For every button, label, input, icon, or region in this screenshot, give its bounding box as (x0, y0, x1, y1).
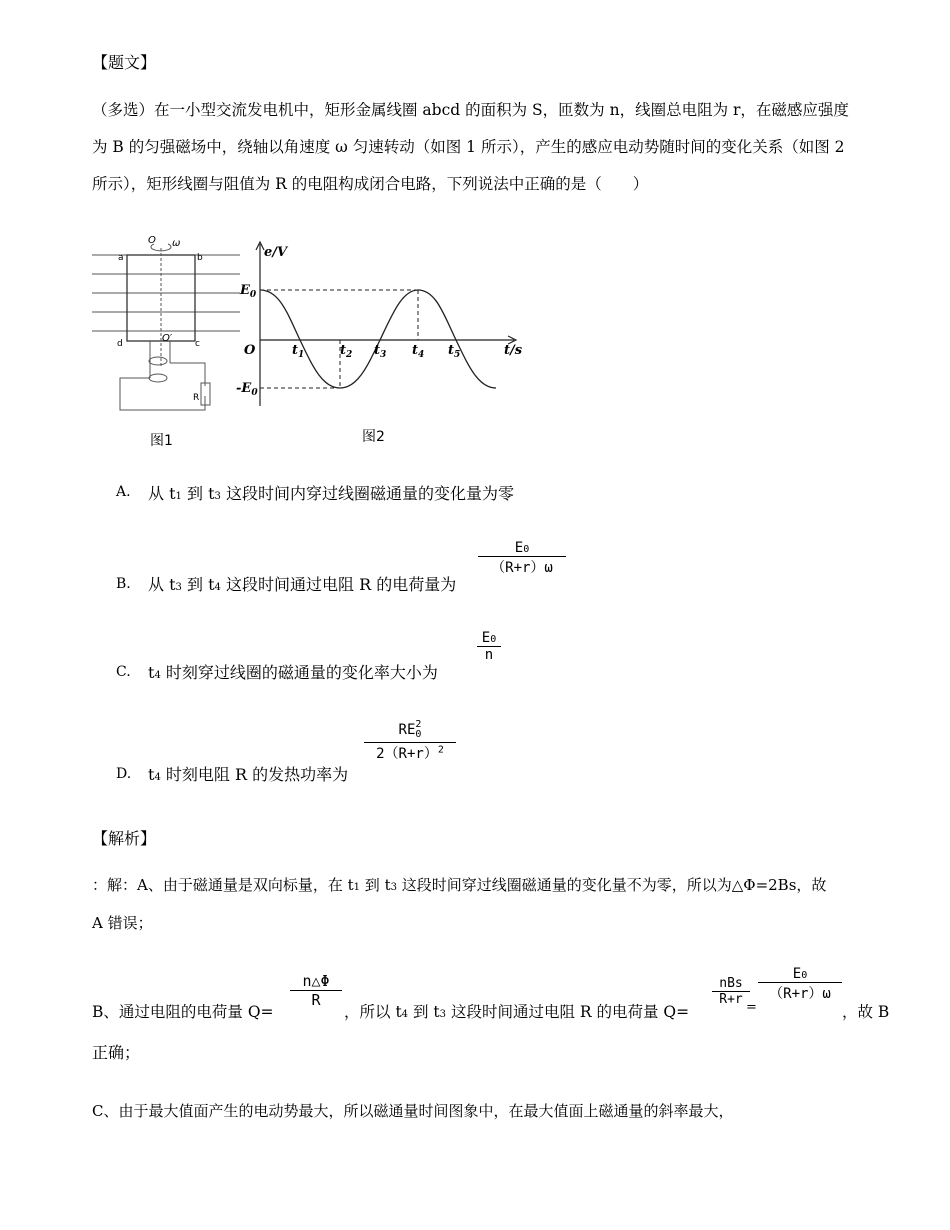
solution-b-frac2-den: R+r (719, 992, 743, 1007)
solution-a-part: ：解：A、由于磁通量是双向标量，在 (92, 876, 348, 894)
option-c-num-sub: 0 (490, 634, 497, 645)
solution-a-sub1: 1 (353, 882, 361, 893)
option-a-label: A. (116, 484, 131, 500)
option-c-den: n (484, 647, 494, 663)
omega-label: ω (172, 238, 181, 249)
option-d-den-sup: 2 (437, 744, 444, 756)
neg-e0-label: -E (236, 381, 252, 396)
solution-b-text2 (344, 1000, 689, 1022)
solution-b-t: t (433, 1003, 440, 1021)
option-a-part: 到 (181, 484, 209, 503)
option-b-fraction (478, 540, 566, 577)
e0-sub: 0 (249, 290, 257, 300)
option-b-den: （R+r）ω (491, 560, 553, 576)
option-b-part: 从 (148, 575, 170, 594)
neg-e0-sub: 0 (251, 388, 258, 398)
solution-b-frac1-num: n△Φ (302, 972, 330, 990)
solution-b-frac2-num: nBs (719, 976, 743, 991)
resistor-label: R (193, 393, 200, 403)
solution-a-t: t (347, 876, 354, 894)
option-d-label: D. (116, 766, 132, 782)
solution-b-text1: B、通过电阻的电荷量 Q= (92, 1003, 274, 1021)
option-a-sub1: 1 (175, 491, 182, 502)
question-line-3: 所示），矩形线圈与阻值为 R 的电阻构成闭合电路，下列说法中正确的是（ ） (92, 175, 649, 193)
solution-b-text4: 正确； (92, 1043, 141, 1062)
option-b-part: 这段时间通过电阻 R 的电荷量为 (220, 575, 457, 594)
option-d-num: RE (398, 722, 416, 738)
svg-text:E0 (239, 283, 257, 300)
option-a-t: t (208, 484, 215, 503)
t2-label: t (340, 343, 347, 358)
solution-b-frac3-num: E (792, 966, 802, 982)
option-c-label: C. (116, 664, 131, 680)
option-b-sub1: 3 (175, 582, 182, 593)
figure-1-diagram (90, 228, 240, 418)
svg-text:t4 (412, 343, 424, 360)
t4-sub: 4 (418, 350, 425, 360)
svg-text:t2 (340, 343, 352, 360)
option-a-part: 这段时间内穿过线圈磁通量的变化量为零 (220, 484, 514, 503)
option-d-num-sup: 2 (415, 719, 422, 730)
figure-2-caption: 图2 (362, 429, 385, 445)
option-d-fraction (364, 720, 456, 763)
solution-a-t: t (384, 876, 391, 894)
solution-b-part: 这段时间通过电阻 R 的电荷量 Q= (446, 1003, 690, 1021)
option-b-part: 到 (181, 575, 209, 594)
solution-a-sub2: 3 (390, 882, 397, 893)
corner-a: a (118, 253, 124, 263)
t4-label: t (412, 343, 419, 358)
question-line-1: （多选）在一小型交流发电机中，矩形金属线圈 abcd 的面积为 S，匝数为 n，线圈总电阻为 r，在磁感应强度 (92, 101, 849, 119)
option-c-part: 时刻穿过线圈的磁通量的变化率大小为 (160, 663, 438, 682)
solution-b-fraction1 (290, 972, 342, 1009)
option-d-part: 时刻电阻 R 的发热功率为 (160, 765, 349, 784)
solution-b-t: t (395, 1003, 402, 1021)
t5-sub: 5 (454, 350, 461, 360)
option-c-sub1: 4 (154, 670, 161, 681)
option-a-part: 从 (148, 484, 170, 503)
y-axis-label: e/V (264, 245, 288, 260)
option-b-num-sub: 0 (523, 544, 530, 555)
svg-text:t3 (374, 343, 386, 360)
solution-b-sub2: 3 (439, 1009, 447, 1020)
circuit-wire (170, 363, 205, 386)
option-b-sub2: 4 (214, 582, 221, 593)
option-b-num: E (514, 540, 524, 556)
option-d-num-sub: 0 (415, 729, 422, 740)
solution-c-text: C、由于最大值面产生的电动势最大，所以磁通量时间图象中，在最大值面上磁通量的斜率最大， (92, 1102, 734, 1120)
solution-b-frac3-sub: 0 (801, 970, 808, 981)
option-a-text[interactable] (148, 481, 514, 504)
option-b-text[interactable] (148, 572, 456, 595)
solution-b-fraction2 (712, 976, 750, 1007)
e0-label: E (240, 283, 250, 298)
option-d-den: 2（R+r） (376, 746, 438, 762)
t3-sub: 3 (380, 350, 387, 360)
option-c-text[interactable] (148, 660, 438, 683)
option-c-fraction (477, 630, 501, 663)
option-d-sub1: 4 (154, 772, 161, 783)
axis-label-o-prime: O′ (162, 333, 173, 344)
question-heading: 【题文】 (92, 53, 157, 72)
solution-b-fraction3 (758, 966, 842, 1003)
figure-1-caption: 图1 (150, 433, 173, 449)
svg-text:-E0 (236, 381, 258, 398)
option-c-t: t (148, 663, 155, 682)
corner-b: b (197, 253, 203, 263)
option-c-num: E (481, 630, 491, 646)
x-axis-label: t/s (504, 343, 523, 358)
solution-b-text3: ，故 B (842, 1003, 890, 1021)
option-d-text[interactable] (148, 762, 348, 785)
question-line-2: 为 B 的匀强磁场中，绕轴以角速度 ω 匀速转动（如图 1 所示），产生的感应电动势随时间的变化关系（如图 2 (92, 138, 845, 156)
solution-a-line1 (92, 874, 826, 895)
option-d-t: t (148, 765, 155, 784)
solution-heading: 【解析】 (92, 829, 157, 848)
solution-a-part: 到 (360, 876, 385, 894)
emf-curve (260, 290, 496, 388)
solution-b-frac1-den: R (311, 991, 321, 1009)
t5-label: t (448, 343, 455, 358)
option-a-t: t (169, 484, 176, 503)
t1-label: t (292, 343, 299, 358)
slip-ring-lower (149, 374, 167, 382)
corner-c: c (195, 339, 200, 349)
solution-b-part: ，所以 (344, 1003, 396, 1021)
solution-b-equals: = (746, 1000, 757, 1015)
t1-sub: 1 (298, 350, 305, 360)
option-b-label: B. (116, 576, 131, 592)
t3-label: t (374, 343, 381, 358)
solution-a-part: 这段时间穿过线圈磁通量的变化量不为零，所以为△Φ=2Bs，故 (396, 876, 827, 894)
axis-label-o: O (148, 235, 156, 246)
option-b-t: t (169, 575, 176, 594)
origin-label: O (244, 343, 256, 358)
option-a-sub2: 3 (214, 491, 221, 502)
figure-2-graph (232, 236, 532, 416)
slip-ring-upper (149, 357, 167, 365)
option-b-t: t (208, 575, 215, 594)
solution-b-sub1: 4 (401, 1009, 409, 1020)
corner-d: d (117, 339, 123, 349)
solution-b-frac3-den: （R+r）ω (769, 986, 831, 1002)
solution-a-line2: A 错误； (92, 914, 153, 932)
solution-b-part: 到 (408, 1003, 434, 1021)
t2-sub: 2 (346, 350, 353, 360)
